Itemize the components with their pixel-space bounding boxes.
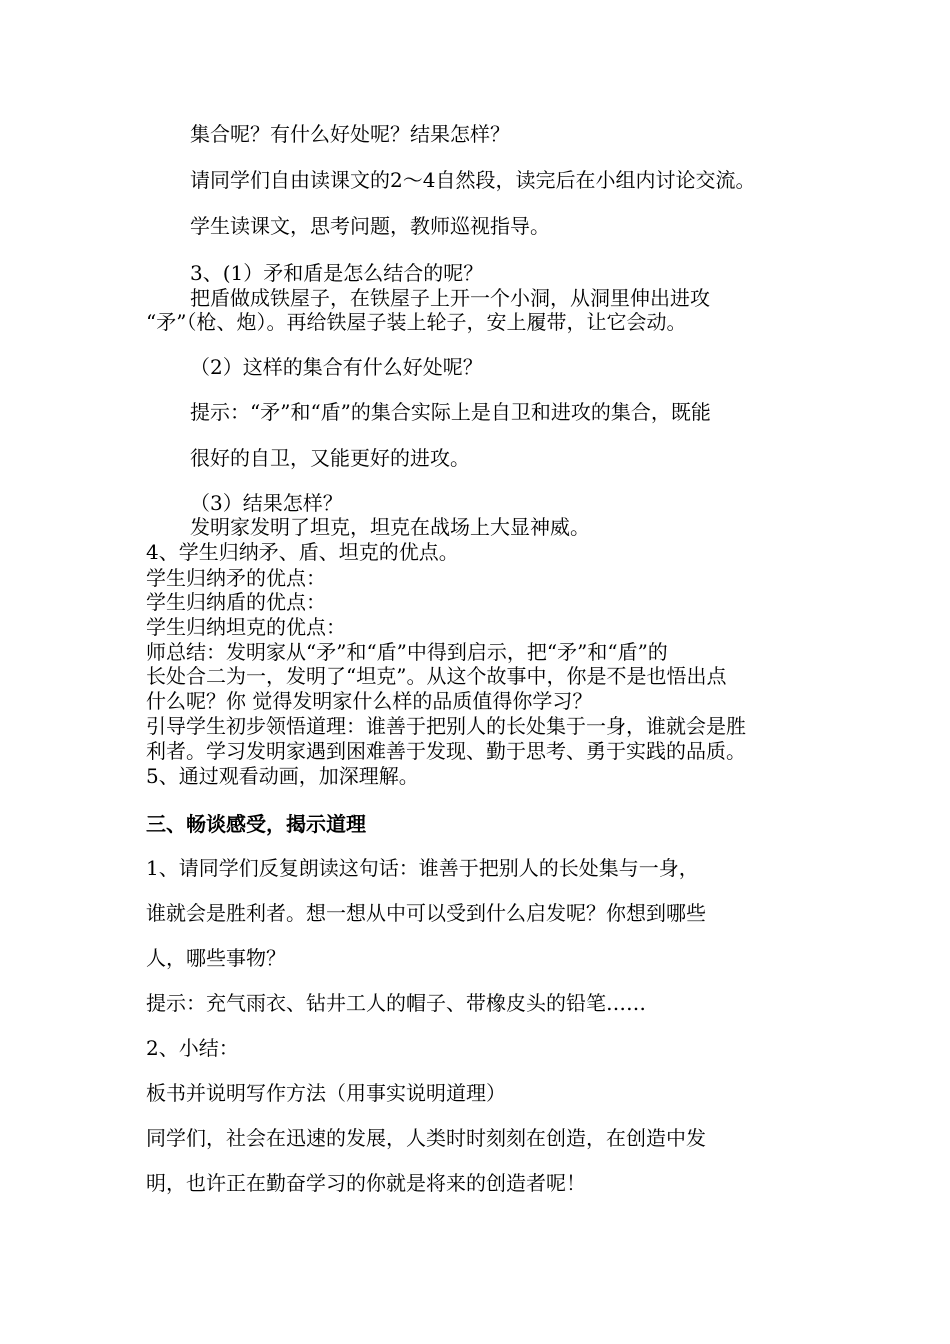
section-3-heading: 三、畅谈感受，揭示道理 — [146, 812, 366, 836]
guide-line-2: 利者。学习发明家遇到困难善于发现、勤于思考、勇于实践的品质。 — [146, 739, 746, 763]
tank-merits: 学生归纳坦克的优点： — [146, 615, 346, 639]
spear-merits: 学生归纳矛的优点： — [146, 566, 326, 590]
question-2: （2）这样的集合有什么好处呢？ — [190, 355, 483, 379]
item-5: 5、通过观看动画，加深理解。 — [146, 764, 419, 788]
guide-line-1: 引导学生初步领悟道理：谁善于把别人的长处集于一身，谁就会是胜 — [146, 714, 746, 738]
item-2: 2、小结： — [146, 1036, 239, 1060]
blackboard-line: 板书并说明写作方法（用事实说明道理） — [146, 1081, 506, 1105]
answer-1-line-2: “矛”（枪、炮）。再给铁屋子装上轮子，安上履带，让它会动。 — [146, 310, 687, 334]
hint-line: 提示：充气雨衣、钻井工人的帽子、带橡皮头的铅笔…… — [146, 991, 646, 1015]
question-1: 3、(1）矛和盾是怎么结合的呢？ — [190, 261, 484, 285]
summary-line-3: 什么呢？你 觉得发明家什么样的品质值得你学习？ — [146, 689, 593, 713]
hint-2-line-2: 很好的自卫，又能更好的进攻。 — [190, 446, 470, 470]
summary-line-2: 长处合二为一，发明了“坦克”。从这个故事中，你是不是也悟出点 — [146, 664, 727, 688]
student-activity-line: 学生读课文，思考问题，教师巡视指导。 — [190, 214, 550, 238]
item-1-line-3: 人，哪些事物？ — [146, 946, 286, 970]
hint-2-line-1: 提示：“矛”和“盾”的集合实际上是自卫和进攻的集合，既能 — [190, 400, 711, 424]
item-4: 4、学生归纳矛、盾、坦克的优点。 — [146, 540, 459, 564]
shield-merits: 学生归纳盾的优点： — [146, 590, 326, 614]
closing-line-1: 同学们，社会在迅速的发展，人类时时刻刻在创造，在创造中发 — [146, 1126, 706, 1150]
summary-line-1: 师总结：发明家从“矛”和“盾”中得到启示，把“矛”和“盾”的 — [146, 640, 668, 664]
instruction-line: 请同学们自由读课文的2～4自然段，读完后在小组内讨论交流。 — [190, 168, 756, 192]
answer-3: 发明家发明了坦克，坦克在战场上大显神威。 — [190, 515, 590, 539]
item-1-line-1: 1、请同学们反复朗读这句话：谁善于把别人的长处集与一身， — [146, 856, 699, 880]
intro-line: 集合呢？有什么好处呢？结果怎样？ — [190, 122, 510, 146]
answer-1-line-1: 把盾做成铁屋子，在铁屋子上开一个小洞，从洞里伸出进攻 — [190, 286, 710, 310]
item-1-line-2: 谁就会是胜利者。想一想从中可以受到什么启发呢？你想到哪些 — [146, 901, 706, 925]
question-3: （3）结果怎样？ — [190, 491, 343, 515]
closing-line-2: 明，也许正在勤奋学习的你就是将来的创造者呢！ — [146, 1171, 586, 1195]
